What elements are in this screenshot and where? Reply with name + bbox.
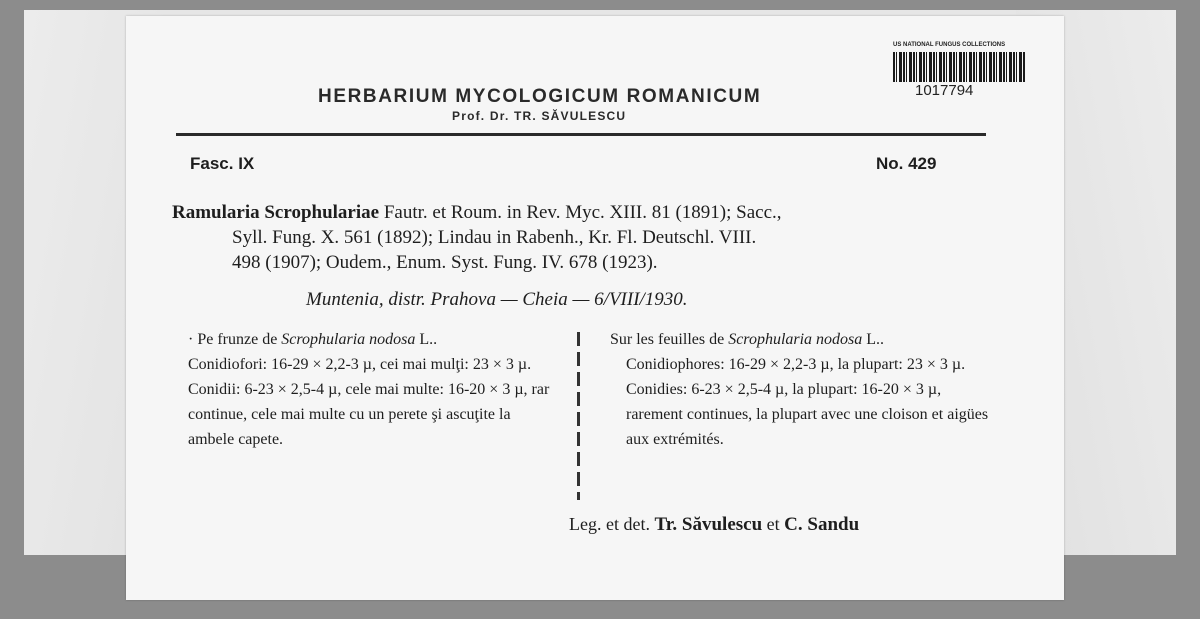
fr-conidia: Conidies: 6-23 × 2,5-4 µ, la plupart: 16-20 × 3 µ, rarement continues, la plupart avec une cloison et aigües aux extrémités. xyxy=(626,381,989,448)
french-description xyxy=(610,327,990,452)
barcode-number: 1017794 xyxy=(915,82,974,99)
taxon-name: Ramularia Scrophulariae xyxy=(172,202,380,223)
column-divider xyxy=(577,332,580,500)
citation-line-1: Fautr. et Roum. in Rev. Myc. XIII. 81 (1891); Sacc., xyxy=(383,202,782,223)
locality: Muntenia, distr. Prahova — Cheia — 6/VIII/1930. xyxy=(306,289,688,310)
barcode-image xyxy=(893,52,1025,82)
fr-conidiophores: Conidiophores: 16-29 × 2,2-3 µ, la plupart: 23 × 3 µ. xyxy=(626,356,966,373)
herbarium-subtitle: Prof. Dr. TR. SĂVULESCU xyxy=(452,109,627,123)
collector-connector: et xyxy=(762,514,785,534)
collector-name-2: C. Sandu xyxy=(784,514,860,535)
ro-host-prefix: Pe frunze de xyxy=(197,331,282,348)
fr-host-suffix: L.. xyxy=(862,331,885,348)
fascicle-label: Fasc. IX xyxy=(190,154,255,173)
taxon-citation xyxy=(172,200,782,275)
ro-host-name: Scrophularia nodosa xyxy=(281,331,416,348)
fr-host-prefix: Sur les feuilles de xyxy=(610,331,729,348)
collector-prefix: Leg. et det. xyxy=(569,514,655,534)
citation-line-2: Syll. Fung. X. 561 (1892); Lindau in Rabenh., Kr. Fl. Deutschl. VIII. xyxy=(232,227,757,248)
romanian-description: · Pe frunze de Scrophularia nodosa L.. Conidiofori: 16-29 × 2,2-3 µ, cei mai mulţi: 23 × 3 µ. Conidii: 6-23 × 2,5-4 µ, cele mai multe: 16-20 × 3 µ, rar continue, cele mai multe cu un perete şi ascuţite la ambele capete. xyxy=(172,327,552,452)
collector-name-1: Tr. Săvulescu xyxy=(654,514,763,535)
header-divider xyxy=(176,133,986,136)
ro-host-suffix: L.. xyxy=(415,331,438,348)
ro-conidiophores: Conidiofori: 16-29 × 2,2-3 µ, cei mai mulţi: 23 × 3 µ. xyxy=(188,356,532,373)
citation-line-3: 498 (1907); Oudem., Enum. Syst. Fung. IV. 678 (1923). xyxy=(232,252,658,273)
herbarium-title: HERBARIUM MYCOLOGICUM ROMANICUM xyxy=(318,86,762,107)
collector-line xyxy=(569,514,859,536)
barcode-organization: US NATIONAL FUNGUS COLLECTIONS xyxy=(893,42,1006,48)
ro-conidia: Conidii: 6-23 × 2,5-4 µ, cele mai multe: 16-20 × 3 µ, rar continue, cele mai multe cu un perete şi ascuţite la ambele capete. xyxy=(188,381,550,448)
fr-host-name: Scrophularia nodosa xyxy=(728,331,863,348)
specimen-number: No. 429 xyxy=(876,154,937,173)
